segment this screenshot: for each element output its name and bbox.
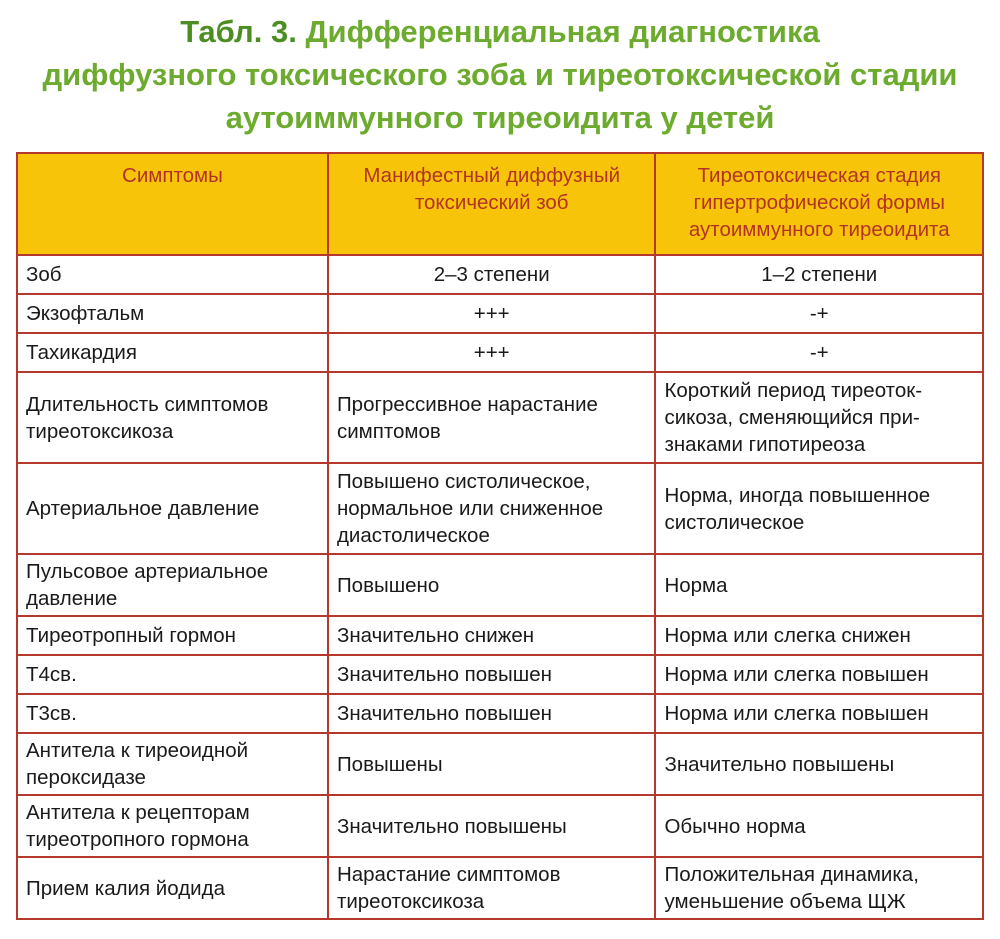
cell-line: Повышены: [336, 752, 443, 776]
table-cell: [17, 294, 328, 333]
table-number: Табл. 3.: [180, 14, 297, 49]
table-cell: [17, 333, 328, 372]
cell-line: Длительность симптомов: [26, 392, 269, 416]
table-row: [17, 616, 983, 655]
cell-line: Тахикардия: [26, 341, 137, 364]
cell-line: Норма: [664, 573, 728, 597]
header-col2-line: токсический зоб: [414, 191, 569, 214]
cell-line: Т4св.: [26, 663, 77, 686]
table-cell: [17, 372, 328, 463]
header-col2-line: Манифестный диффузный: [363, 164, 621, 187]
cell-line: Значительно повышены: [336, 814, 567, 838]
table-row: [17, 733, 983, 795]
title-line-3: аутоиммунного тиреоидита у детей: [225, 100, 775, 135]
table-cell: [328, 795, 656, 857]
table-cell: [655, 463, 983, 554]
cell-line: Обычно норма: [664, 814, 806, 838]
table-cell: [17, 255, 328, 294]
table-cell: [655, 554, 983, 616]
cell-line: Нарастание симптомов: [336, 863, 561, 886]
table-cell: [655, 255, 983, 294]
cell-line: Значительно повышены: [664, 752, 895, 776]
table-row: [17, 255, 983, 294]
table-row: [17, 554, 983, 616]
table-cell: [17, 694, 328, 733]
table-cell: [328, 463, 656, 554]
cell-line: Норма, иногда повышенное: [664, 483, 931, 507]
table-cell: [655, 694, 983, 733]
table-cell: [17, 655, 328, 694]
cell-line: уменьшение объема ЩЖ: [664, 890, 906, 913]
header-manifest-goiter: [328, 153, 656, 255]
header-col3-line: аутоиммунного тиреоидита: [688, 218, 950, 241]
cell-line: -+: [809, 341, 829, 364]
table-cell: [17, 795, 328, 857]
table-cell: [17, 616, 328, 655]
table-cell: [17, 733, 328, 795]
cell-line: Значительно снижен: [336, 624, 535, 647]
cell-line: Антитела к тиреоидной: [26, 739, 249, 762]
cell-line: Короткий период тиреоток-: [664, 379, 923, 402]
table-cell: [17, 857, 328, 919]
cell-line: Повышено систолическое,: [336, 470, 591, 493]
cell-line: Пульсовое артериальное: [26, 560, 269, 583]
cell-line: Т3св.: [26, 702, 77, 725]
cell-line: Норма или слегка повышен: [664, 663, 929, 686]
table-cell: [328, 294, 656, 333]
table-cell: [328, 733, 656, 795]
header-symptoms: [17, 153, 328, 255]
table-row: [17, 372, 983, 463]
title-text-1: Дифференциальная диагностика: [305, 14, 820, 49]
cell-line: диастолическое: [336, 524, 490, 547]
cell-line: Прием калия йодида: [26, 876, 225, 900]
cell-line: Тиреотропный гормон: [26, 624, 236, 647]
header-row: [17, 153, 983, 255]
table-cell: [655, 294, 983, 333]
table-cell: [17, 463, 328, 554]
cell-line: тиреотропного гормона: [26, 828, 249, 851]
cell-line: -+: [809, 302, 829, 325]
header-symptoms-label: Симптомы: [122, 164, 223, 187]
header-col3-line: Тиреотоксическая стадия: [697, 164, 941, 187]
cell-line: пероксидазе: [26, 766, 146, 789]
table-row: [17, 795, 983, 857]
cell-line: +++: [473, 302, 510, 325]
cell-line: Зоб: [26, 263, 62, 286]
cell-line: Повышено: [336, 573, 440, 597]
table-cell: [655, 857, 983, 919]
cell-line: 2–3 степени: [433, 263, 550, 286]
table-cell: [328, 857, 656, 919]
diagnosis-table: [16, 152, 984, 920]
cell-line: Значительно повышен: [336, 702, 552, 725]
table-row: [17, 294, 983, 333]
cell-line: Положительная динамика,: [664, 863, 919, 886]
cell-line: тиреотоксикоза: [26, 419, 174, 443]
title-line-1: [0, 10, 1000, 53]
table-cell: [655, 333, 983, 372]
cell-line: тиреотоксикоза: [336, 890, 485, 913]
cell-line: давление: [26, 587, 118, 610]
header-col3-line: гипертрофической формы: [693, 191, 945, 214]
cell-line: систолическое: [664, 510, 805, 534]
table-cell: [655, 616, 983, 655]
cell-line: Антитела к рецепторам: [26, 801, 250, 824]
cell-line: Экзофтальм: [26, 302, 145, 325]
table-cell: [328, 372, 656, 463]
table-row: [17, 655, 983, 694]
table-row: [17, 857, 983, 919]
table-cell: [17, 554, 328, 616]
table-cell: [655, 372, 983, 463]
cell-line: нормальное или сниженное: [336, 497, 604, 520]
table-cell: [328, 255, 656, 294]
cell-line: Артериальное давление: [26, 497, 260, 520]
title-line-2: диффузного токсического зоба и тиреотоксической стадии: [42, 57, 958, 92]
cell-line: сикоза, сменяющийся при-: [664, 406, 920, 429]
table-cell: [655, 733, 983, 795]
table-cell: [655, 655, 983, 694]
table-cell: [328, 333, 656, 372]
table-cell: [328, 616, 656, 655]
cell-line: знаками гипотиреоза: [664, 433, 866, 456]
cell-line: симптомов: [336, 419, 441, 443]
table-cell: [328, 655, 656, 694]
table-cell: [328, 554, 656, 616]
cell-line: Значительно повышен: [336, 663, 552, 686]
cell-line: Норма или слегка повышен: [664, 702, 929, 725]
table-row: [17, 333, 983, 372]
table-cell: [655, 795, 983, 857]
cell-line: +++: [473, 341, 510, 364]
table-row: [17, 694, 983, 733]
cell-line: Норма или слегка снижен: [664, 624, 911, 647]
cell-line: 1–2 степени: [761, 263, 878, 286]
table-title: [0, 10, 1000, 139]
table-cell: [328, 694, 656, 733]
cell-line: Прогрессивное нарастание: [336, 392, 598, 416]
header-thyrotoxic-stage: [655, 153, 983, 255]
table-row: [17, 463, 983, 554]
